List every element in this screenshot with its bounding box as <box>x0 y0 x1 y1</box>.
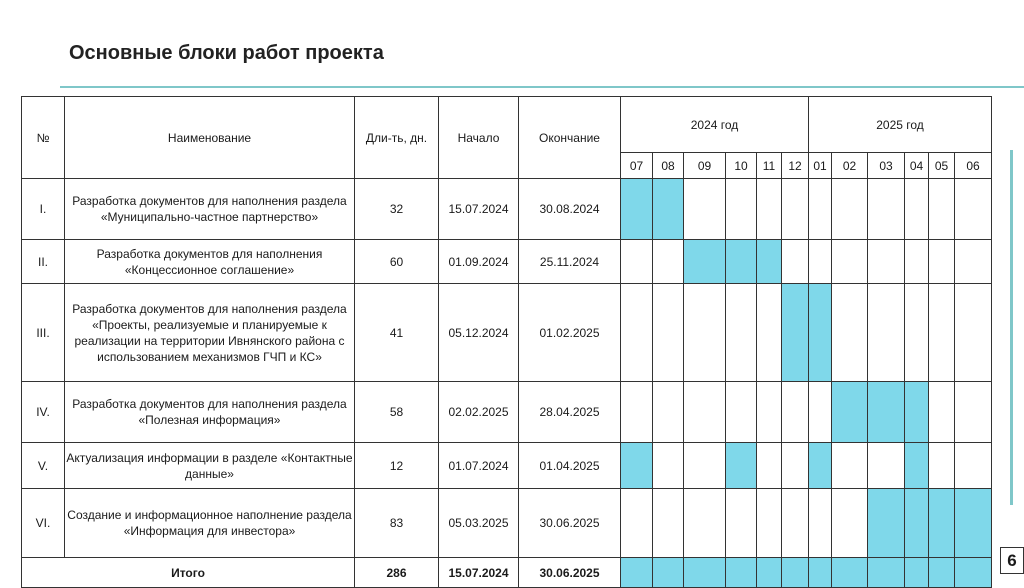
gantt-cell <box>905 240 929 284</box>
header-year-2025: 2025 год <box>809 97 992 153</box>
gantt-cell <box>621 489 653 558</box>
gantt-cell-filled <box>905 382 929 443</box>
gantt-cell <box>955 443 992 489</box>
task-end: 01.04.2025 <box>519 443 621 489</box>
gantt-cell-filled <box>905 489 929 558</box>
task-name: Разработка документов для наполнения раздела «Полезная информация» <box>65 382 355 443</box>
gantt-cell <box>809 382 832 443</box>
row-number: I. <box>22 179 65 240</box>
gantt-cell <box>782 240 809 284</box>
gantt-cell <box>832 443 868 489</box>
table-row <box>22 179 992 240</box>
gantt-cell-filled <box>809 284 832 382</box>
total-start: 15.07.2024 <box>439 558 519 588</box>
gantt-cell <box>782 382 809 443</box>
task-name: Разработка документов для наполнения раздела «Проекты, реализуемые и планируемые к реализации на территории Ивнянского района с использованием механизмов ГЧП и КС» <box>65 284 355 382</box>
task-start: 05.03.2025 <box>439 489 519 558</box>
gantt-cell-filled <box>955 558 992 588</box>
gantt-cell-filled <box>832 558 868 588</box>
gantt-cell-filled <box>653 179 684 240</box>
gantt-cell-filled <box>929 558 955 588</box>
gantt-cell-filled <box>653 558 684 588</box>
table-row <box>22 443 992 489</box>
gantt-cell <box>955 284 992 382</box>
total-end: 30.06.2025 <box>519 558 621 588</box>
table-row <box>22 240 992 284</box>
gantt-cell-filled <box>621 179 653 240</box>
row-number: VI. <box>22 489 65 558</box>
gantt-cell <box>809 179 832 240</box>
task-end: 01.02.2025 <box>519 284 621 382</box>
gantt-cell <box>757 382 782 443</box>
gantt-cell <box>868 284 905 382</box>
gantt-cell-filled <box>621 443 653 489</box>
task-end: 28.04.2025 <box>519 382 621 443</box>
task-start: 01.09.2024 <box>439 240 519 284</box>
gantt-cell-filled <box>832 382 868 443</box>
row-number: II. <box>22 240 65 284</box>
side-accent-bar <box>1010 150 1013 505</box>
task-start: 02.02.2025 <box>439 382 519 443</box>
gantt-cell <box>832 489 868 558</box>
row-number: V. <box>22 443 65 489</box>
gantt-cell <box>653 489 684 558</box>
gantt-cell <box>653 240 684 284</box>
task-name: Разработка документов для наполнения раздела «Муниципально-частное партнерство» <box>65 179 355 240</box>
month-header: 07 <box>621 153 653 179</box>
gantt-cell <box>955 382 992 443</box>
header-start: Начало <box>439 97 519 179</box>
month-header: 04 <box>905 153 929 179</box>
month-header: 10 <box>726 153 757 179</box>
task-start: 15.07.2024 <box>439 179 519 240</box>
month-header: 03 <box>868 153 905 179</box>
gantt-cell-filled <box>809 558 832 588</box>
gantt-cell <box>929 382 955 443</box>
header-year-2024: 2024 год <box>621 97 809 153</box>
gantt-cell <box>726 489 757 558</box>
month-header: 09 <box>684 153 726 179</box>
gantt-cell-filled <box>782 558 809 588</box>
table-row <box>22 382 992 443</box>
gantt-cell <box>782 443 809 489</box>
gantt-cell <box>868 240 905 284</box>
gantt-cell-filled <box>757 558 782 588</box>
total-label: Итого <box>22 558 355 588</box>
header-duration: Дли-ть, дн. <box>355 97 439 179</box>
gantt-cell <box>929 179 955 240</box>
task-duration: 83 <box>355 489 439 558</box>
gantt-cell-filled <box>726 240 757 284</box>
gantt-cell <box>929 240 955 284</box>
task-duration: 12 <box>355 443 439 489</box>
gantt-cell <box>684 179 726 240</box>
month-header: 06 <box>955 153 992 179</box>
task-end: 30.08.2024 <box>519 179 621 240</box>
month-header: 02 <box>832 153 868 179</box>
task-end: 25.11.2024 <box>519 240 621 284</box>
gantt-cell-filled <box>684 558 726 588</box>
gantt-cell <box>726 382 757 443</box>
gantt-cell <box>757 284 782 382</box>
header-end: Окончание <box>519 97 621 179</box>
page-number: 6 <box>1000 547 1024 574</box>
gantt-cell <box>684 284 726 382</box>
month-header: 12 <box>782 153 809 179</box>
gantt-cell <box>621 382 653 443</box>
gantt-cell <box>832 284 868 382</box>
gantt-cell <box>653 284 684 382</box>
gantt-cell <box>653 443 684 489</box>
gantt-cell <box>809 240 832 284</box>
month-header: 05 <box>929 153 955 179</box>
header-name: Наименование <box>65 97 355 179</box>
gantt-cell <box>868 443 905 489</box>
task-name: Разработка документов для наполнения «Концессионное соглашение» <box>65 240 355 284</box>
month-header: 11 <box>757 153 782 179</box>
gantt-cell-filled <box>809 443 832 489</box>
gantt-cell <box>684 382 726 443</box>
gantt-cell <box>726 284 757 382</box>
gantt-cell <box>757 179 782 240</box>
task-duration: 58 <box>355 382 439 443</box>
table-row <box>22 284 992 382</box>
total-duration: 286 <box>355 558 439 588</box>
gantt-cell <box>929 443 955 489</box>
title-divider <box>60 86 1024 88</box>
task-duration: 60 <box>355 240 439 284</box>
gantt-cell-filled <box>757 240 782 284</box>
gantt-cell <box>868 179 905 240</box>
gantt-cell <box>929 284 955 382</box>
gantt-cell <box>905 284 929 382</box>
gantt-cell-filled <box>929 489 955 558</box>
gantt-cell <box>684 489 726 558</box>
task-name: Актуализация информации в разделе «Контактные данные» <box>65 443 355 489</box>
gantt-cell-filled <box>905 443 929 489</box>
gantt-cell <box>782 489 809 558</box>
task-start: 05.12.2024 <box>439 284 519 382</box>
row-number: IV. <box>22 382 65 443</box>
gantt-cell <box>832 179 868 240</box>
gantt-cell <box>782 179 809 240</box>
gantt-cell <box>757 489 782 558</box>
task-duration: 41 <box>355 284 439 382</box>
gantt-cell-filled <box>868 382 905 443</box>
gantt-cell-filled <box>955 489 992 558</box>
gantt-cell-filled <box>782 284 809 382</box>
gantt-cell <box>905 179 929 240</box>
gantt-cell-filled <box>905 558 929 588</box>
gantt-cell <box>809 489 832 558</box>
gantt-cell <box>955 240 992 284</box>
month-header: 08 <box>653 153 684 179</box>
gantt-cell <box>832 240 868 284</box>
gantt-cell-filled <box>726 558 757 588</box>
gantt-cell-filled <box>684 240 726 284</box>
gantt-cell <box>684 443 726 489</box>
gantt-cell-filled <box>868 558 905 588</box>
gantt-table <box>21 96 992 588</box>
gantt-cell <box>955 179 992 240</box>
task-end: 30.06.2025 <box>519 489 621 558</box>
task-duration: 32 <box>355 179 439 240</box>
gantt-cell <box>621 284 653 382</box>
total-row <box>22 558 992 588</box>
gantt-cell <box>726 179 757 240</box>
gantt-cell-filled <box>868 489 905 558</box>
gantt-cell-filled <box>621 558 653 588</box>
page-title: Основные блоки работ проекта <box>69 42 384 64</box>
header-num: № <box>22 97 65 179</box>
table-row <box>22 489 992 558</box>
gantt-cell <box>621 240 653 284</box>
gantt-cell-filled <box>726 443 757 489</box>
row-number: III. <box>22 284 65 382</box>
gantt-cell <box>653 382 684 443</box>
task-start: 01.07.2024 <box>439 443 519 489</box>
month-header: 01 <box>809 153 832 179</box>
task-name: Создание и информационное наполнение раздела «Информация для инвестора» <box>65 489 355 558</box>
gantt-cell <box>757 443 782 489</box>
